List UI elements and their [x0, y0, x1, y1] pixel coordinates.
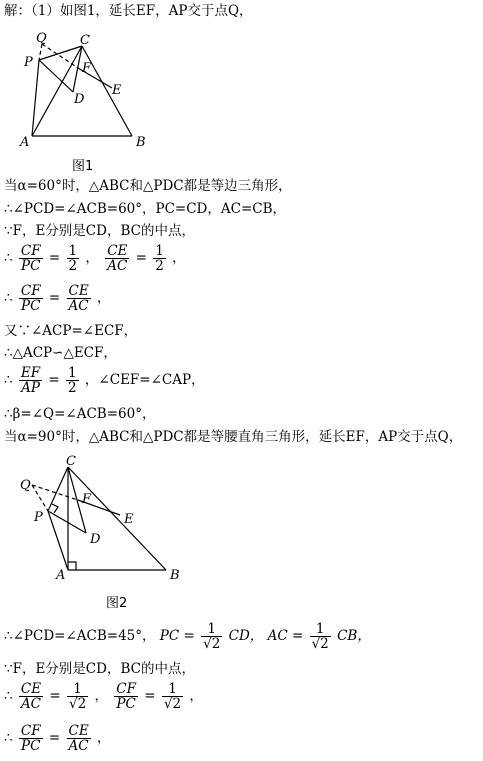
text-line-12: ∵F，E分别是CD，BC的中点，	[4, 661, 195, 677]
fraction-one-over-root2: $\frac{1}{√2}$	[203, 621, 221, 652]
fig2-segment-AP	[48, 511, 68, 570]
fig2-label-q: Q	[20, 478, 31, 493]
text-line-7: ∴△ACP∽△ECF，	[4, 345, 117, 361]
fig2-label-e: E	[124, 512, 134, 527]
fig2-dashed-QF	[32, 485, 78, 500]
fraction-one-over-root2: $\frac{1}{√2}$	[311, 621, 329, 652]
fraction-one-half: $\frac{1}{2}$	[68, 243, 78, 274]
fraction-cf-pc: $\frac{CF}{PC}$	[20, 723, 41, 754]
fraction-one-half: $\frac{1}{2}$	[155, 243, 164, 274]
figure-2	[16, 455, 196, 585]
text-line-3: ∵F，E分别是CD，BC的中点，	[4, 223, 195, 239]
fig2-label-b: B	[170, 568, 180, 583]
fig1-label-b: B	[136, 135, 146, 150]
solution-header: 解：（1）如图1，延长EF，AP交于点Q，	[4, 3, 253, 19]
therefore-symbol: ∴	[4, 250, 13, 266]
fig2-caption: 图2	[106, 596, 128, 611]
fig2-label-p: P	[34, 510, 43, 525]
fig2-segment-PC	[48, 467, 68, 511]
fig1-label-c: C	[80, 33, 90, 48]
fig2-right-angle-A	[68, 562, 76, 570]
fig1-segment-BC	[82, 46, 132, 136]
fig1-dashed-QE	[42, 44, 78, 68]
fig1-label-p: P	[24, 55, 33, 70]
fig1-caption: 图1	[72, 159, 94, 174]
fig1-label-q: Q	[36, 31, 47, 46]
text-line-10: 当α=90°时，△ABC和△PDC都是等腰直角三角形，延长EF，AP交于点Q，	[4, 429, 463, 445]
fraction-ce-ac: $\frac{CE}{AC}$	[68, 723, 89, 754]
fraction-one-half: $\frac{1}{2}$	[68, 365, 77, 396]
fig2-label-c: C	[66, 455, 76, 469]
text-line-13: ∴ $\frac{CE}{AC}$ = $\frac{1}{√2}$ ， $\frac{CF}{PC}$ = $\frac{1}{√2}$ ，	[4, 681, 203, 712]
fig1-label-f: F	[82, 61, 92, 76]
fraction-cf-pc: $\frac{CF}{PC}$	[20, 243, 41, 274]
text-line-11: ∴∠PCD=∠ACB=45°， PC = $\frac{1}{√2}$ CD， AC = $\frac{1}{√2}$ CB，	[4, 621, 371, 652]
fraction-ce-ac: $\frac{CE}{AC}$	[20, 681, 42, 712]
text-line-2: ∴∠PCD=∠ACB=60°，PC=CD，AC=CB，	[4, 201, 287, 217]
fig2-right-angle-P	[52, 504, 58, 513]
text-line-8: ∴ $\frac{EF}{AP}$ = $\frac{1}{2}$ ，∠CEF=∠CAP，	[4, 365, 205, 396]
text-line-14: ∴ $\frac{CF}{PC}$ = $\frac{CE}{AC}$ ，	[4, 723, 111, 754]
figure-1	[16, 28, 176, 158]
text-line-5: ∴ $\frac{CF}{PC}$ = $\frac{CE}{AC}$ ，	[4, 283, 111, 314]
fig2-label-a: A	[56, 568, 66, 583]
fraction-one-over-root2: $\frac{1}{√2}$	[68, 681, 87, 712]
fraction-ef-ap: $\frac{EF}{AP}$	[20, 365, 41, 396]
fig2-label-d: D	[90, 532, 101, 547]
fig1-segment-PD	[39, 60, 73, 92]
fraction-one-over-root2: $\frac{1}{√2}$	[163, 681, 182, 712]
fraction-ce-ac: $\frac{CE}{AC}$	[68, 283, 89, 314]
fraction-cf-pc: $\frac{CF}{PC}$	[116, 681, 136, 712]
text-line-4: ∴ $\frac{CF}{PC}$ = $\frac{1}{2}$ ， $\frac{CE}{AC}$ = $\frac{1}{2}$ ，	[4, 243, 186, 274]
fraction-ce-ac: $\frac{CE}{AC}$	[107, 243, 128, 274]
fig1-dashed-QP	[39, 44, 42, 60]
fig2-label-f: F	[82, 492, 92, 507]
fig1-label-a: A	[20, 135, 30, 150]
text-line-9: ∴β=∠Q=∠ACB=60°，	[4, 406, 156, 422]
fig2-segment-BC	[68, 467, 166, 570]
fig1-label-e: E	[112, 83, 122, 98]
text-line-1: 当α=60°时，△ABC和△PDC都是等边三角形，	[4, 178, 292, 194]
text-line-6: 又∵∠ACP=∠ECF，	[4, 323, 138, 339]
fraction-cf-pc: $\frac{CF}{PC}$	[20, 283, 41, 314]
fig1-label-d: D	[74, 92, 85, 107]
